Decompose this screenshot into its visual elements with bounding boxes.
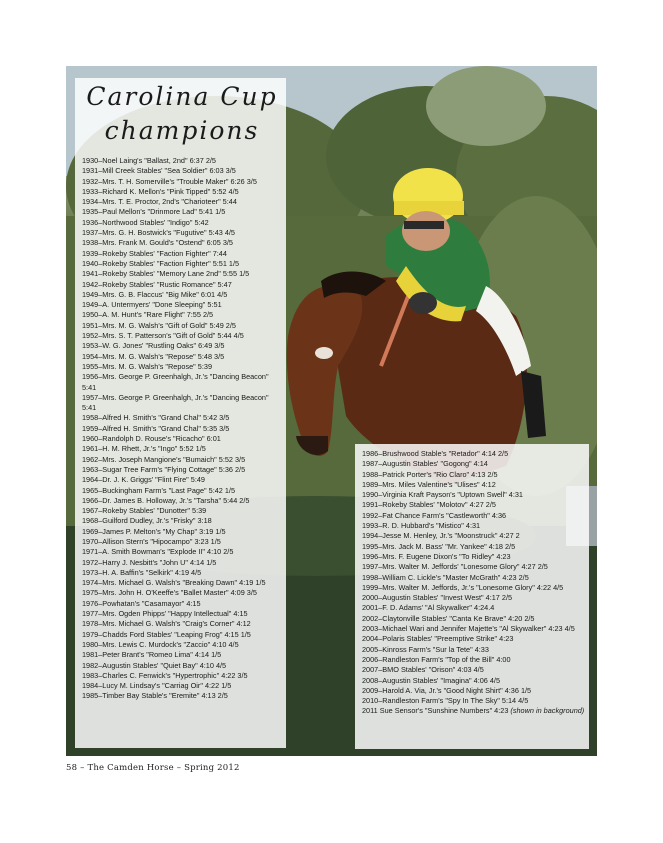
page-footer: 58 – The Camden Horse – Spring 2012 bbox=[66, 763, 240, 773]
champion-entry: 1974–Mrs. Michael G. Walsh's "Breaking Dawn" 4:19 1/5 bbox=[82, 578, 266, 588]
champion-entry: 1963–Sugar Tree Farm's "Flying Cottage" 5:36 2/5 bbox=[82, 464, 246, 474]
champion-entry: 1940–Rokeby Stables' "Faction Fighter" 5:51 1/5 bbox=[82, 258, 240, 268]
champion-entry: 1979–Chadds Ford Stables' "Leaping Frog" 4:15 1/5 bbox=[82, 629, 251, 639]
champion-entry: 1953–W. G. Jones' "Rustling Oaks" 6:49 3/5 bbox=[82, 341, 225, 351]
champion-entry: 1935–Paul Mellon's "Drinmore Lad" 5:41 1/5 bbox=[82, 207, 226, 217]
champion-entry: 1990–Virginia Kraft Payson's "Uptown Swell" 4:31 bbox=[362, 490, 523, 500]
champion-entry: 1988–Patrick Porter's "Rio Claro" 4:13 2/5 bbox=[362, 469, 498, 479]
champion-entry: 2008–Augustin Stables' "Imagina" 4:06 4/5 bbox=[362, 675, 501, 685]
background-note: (shown in background) bbox=[508, 706, 585, 716]
champion-entry: 1991–Rokeby Stables' "Molotov" 4:27 2/5 bbox=[362, 500, 496, 510]
champion-entry: 1961–H. M. Rhett, Jr.'s "Ingo" 5:52 1/5 bbox=[82, 444, 206, 454]
champion-entry: 2005–Kinross Farm's "Sur la Tete" 4:33 bbox=[362, 644, 489, 654]
champion-entry: 1933–Richard K. Mellon's "Pink Tipped" 5:52 4/5 bbox=[82, 186, 239, 196]
champion-entry: 1976–Powhatan's "Casamayor" 4:15 bbox=[82, 598, 201, 608]
champion-entry: 2001–F. D. Adams' "Al Skywalker" 4:24.4 bbox=[362, 603, 495, 613]
champion-entry: 1975–Mrs. John H. O'Keeffe's "Ballet Master" 4:09 3/5 bbox=[82, 588, 257, 598]
champion-entry: 1987–Augustin Stables' "Gogong" 4:14 bbox=[362, 459, 488, 469]
champion-entry: 1939–Rokeby Stables' "Faction Fighter" 7:44 bbox=[82, 248, 227, 258]
champion-entry: 1995–Mrs. Jack M. Bass' "Mr. Yankee" 4:18 2/5 bbox=[362, 541, 516, 551]
champion-entry: 1999–Mrs. Walter M. Jeffords, Jr.'s "Lonesome Glory" 4:22 4/5 bbox=[362, 582, 564, 592]
champion-entry: 1950–A. M. Hunt's "Rare Flight" 7:55 2/5 bbox=[82, 310, 214, 320]
champions-list-right bbox=[362, 449, 587, 717]
champion-entry: 1962–Mrs. Joseph Mangione's "Bumaich" 5:52 3/5 bbox=[82, 454, 246, 464]
champion-entry: 1992–Fat Chance Farm's "Castleworth" 4:36 bbox=[362, 510, 507, 520]
champion-entry: 1957–Mrs. George P. Greenhalgh, Jr.'s "Dancing Beacon" 5:41 bbox=[82, 392, 269, 413]
champion-entry: 1951–Mrs. M. G. Walsh's "Gift of Gold" 5:49 2/5 bbox=[82, 320, 236, 330]
champion-entry: 1998–William C. Lickle's "Master McGrath" 4:23 2/5 bbox=[362, 572, 529, 582]
champion-entry: 1932–Mrs. T. H. Somerville's "Trouble Maker" 6:26 3/5 bbox=[82, 176, 257, 186]
champion-entry: 1996–Mrs. F. Eugene Dixon's "To Ridley" 4:23 bbox=[362, 551, 511, 561]
champion-entry: 1986–Brushwood Stable's "Retador" 4:14 2/5 bbox=[362, 449, 509, 458]
champion-entry: 1931–Mill Creek Stables' "Sea Soldier" 6:03 3/5 bbox=[82, 166, 236, 176]
champion-entry: 1960–Randolph D. Rouse's "Ricacho" 6:01 bbox=[82, 434, 221, 444]
title-line-2: champions bbox=[104, 116, 260, 145]
champion-entry: 2009–Harold A. Via, Jr.'s "Good Night Shirt" 4:36 1/5 bbox=[362, 685, 532, 695]
champion-entry: 1972–Harry J. Nesbitt's "John U" 4:14 1/5 bbox=[82, 557, 217, 567]
champion-entry: 2002–Claytonville Stables' "Canta Ke Brave" 4:20 2/5 bbox=[362, 613, 535, 623]
champion-entry: 1942–Rokeby Stables' "Rustic Romance" 5:47 bbox=[82, 279, 232, 289]
champion-entry: 1954–Mrs. M. G. Walsh's "Repose" 5:48 3/5 bbox=[82, 351, 225, 361]
champion-entry: 1959–Alfred H. Smith's "Grand Chal" 5:35 3/5 bbox=[82, 423, 230, 433]
champion-entry: 1970–Allison Stern's "Hipocampo" 3:23 1/5 bbox=[82, 536, 221, 546]
champion-entry: 1952–Mrs. S. T. Patterson's "Gift of Gold" 5:44 4/5 bbox=[82, 331, 244, 341]
champion-entry: 2003–Michael Wari and Jennifer Majette's "Al Skywalker" 4:23 4/5 bbox=[362, 624, 575, 634]
champion-entry: 1938–Mrs. Frank M. Gould's "Ostend" 6:05 3/5 bbox=[82, 238, 233, 248]
champion-entry: 1969–James P. Melton's "My Chap" 3:19 1/5 bbox=[82, 526, 226, 536]
champion-entry: 1978–Mrs. Michael G. Walsh's "Craig's Corner" 4:12 bbox=[82, 619, 251, 629]
champion-entry: 1966–Dr. James B. Holloway, Jr.'s "Tarsha" 5:44 2/5 bbox=[82, 495, 250, 505]
champion-entry: 1997–Mrs. Walter M. Jeffords' "Lonesome Glory" 4:27 2/5 bbox=[362, 562, 548, 572]
champion-entry: 1964–Dr. J. K. Griggs' "Flint Fire" 5:49 bbox=[82, 475, 205, 485]
champion-entry: 2006–Randleston Farm's "Top of the Bill" 4:00 bbox=[362, 654, 511, 664]
champion-entry: 1994–Jesse M. Henley, Jr.'s "Moonstruck" 4:27 2 bbox=[362, 531, 520, 541]
champion-entry: 1989–Mrs. Miles Valentine's "Ulises" 4:12 bbox=[362, 479, 496, 489]
champion-entry: 2010–Randleston Farm's "Spy In The Sky" 5:14 4/5 bbox=[362, 696, 529, 706]
champion-entry: 1968–Guilford Dudley, Jr.'s "Frisky" 3:18 bbox=[82, 516, 212, 526]
champion-entry: 1949–A. Untermyers' "Done Sleeping" 5:51 bbox=[82, 300, 222, 310]
champion-entry: 2004–Polaris Stables' "Preemptive Strike" 4:23 bbox=[362, 634, 514, 644]
champion-entry: 1973–H. A. Baffin's "Selkirk" 4:19 4/5 bbox=[82, 567, 202, 577]
champion-entry: 1956–Mrs. George P. Greenhalgh, Jr.'s "Dancing Beacon" 5:41 bbox=[82, 372, 269, 392]
champion-entry: 1971–A. Smith Bowman's "Explode II" 4:10 2/5 bbox=[82, 547, 234, 557]
champions-list-left bbox=[82, 156, 284, 702]
title-line-1: Carolina Cup bbox=[86, 82, 278, 111]
champion-entry: 1981–Peter Brant's "Romeo Lima" 4:14 1/5 bbox=[82, 650, 222, 660]
page-title bbox=[82, 80, 282, 148]
champion-entry: 1934–Mrs. T. E. Proctor, 2nd's "Charioteer" 5:44 bbox=[82, 197, 237, 207]
champion-entry: 2007–BMO Stables' "Orison" 4:03 4/5 bbox=[362, 665, 484, 675]
champion-entry: 2011 Sue Sensor's "Sunshine Numbers" 4:23 (shown in background) bbox=[362, 706, 585, 716]
champion-entry: 1930–Noel Laing's "Ballast, 2nd" 6:37 2/5 bbox=[82, 156, 216, 165]
champion-entry: 1982–Augustin Stables' "Quiet Bay" 4:10 4/5 bbox=[82, 660, 227, 670]
champion-entry: 1965–Buckingham Farm's "Last Page" 5:42 1/5 bbox=[82, 485, 236, 495]
champion-entry: 1967–Rokeby Stables' "Dunotter" 5:39 bbox=[82, 506, 207, 516]
champion-entry: 1936–Northwood Stables' "Indigo" 5:42 bbox=[82, 217, 209, 227]
champion-entry: 1993–R. D. Hubbard's "Mistico" 4:31 bbox=[362, 521, 481, 531]
champion-entry: 1985–Timber Bay Stable's "Eremite" 4:13 2/5 bbox=[82, 691, 228, 701]
champion-entry: 2000–Augustin Stables' "Invest West" 4:17 2/5 bbox=[362, 593, 513, 603]
champion-entry: 1955–Mrs. M. G. Walsh's "Repose" 5:39 bbox=[82, 361, 212, 371]
champion-entry: 1983–Charles C. Fenwick's "Hypertrophic" 4:22 3/5 bbox=[82, 670, 248, 680]
champion-entry: 1977–Mrs. Ogden Phipps' "Happy Intellectual" 4:15 bbox=[82, 609, 248, 619]
champion-entry: 1941–Rokeby Stables' "Memory Lane 2nd" 5:55 1/5 bbox=[82, 269, 250, 279]
champion-entry: 1984–Lucy M. Lindsay's "Carriag Oir" 4:22 1/5 bbox=[82, 681, 232, 691]
champion-entry: 1980–Mrs. Lewis C. Murdock's "Zaccio" 4:10 4/5 bbox=[82, 639, 239, 649]
champion-entry: 1949–Mrs. G. B. Flaccus' "Big Mike" 6:01 4/5 bbox=[82, 289, 228, 299]
champion-entry: 1937–Mrs. G. H. Bostwick's "Fugutive" 5:43 4/5 bbox=[82, 228, 235, 238]
champion-entry: 1958–Alfred H. Smith's "Grand Chal" 5:42 3/5 bbox=[82, 413, 230, 423]
